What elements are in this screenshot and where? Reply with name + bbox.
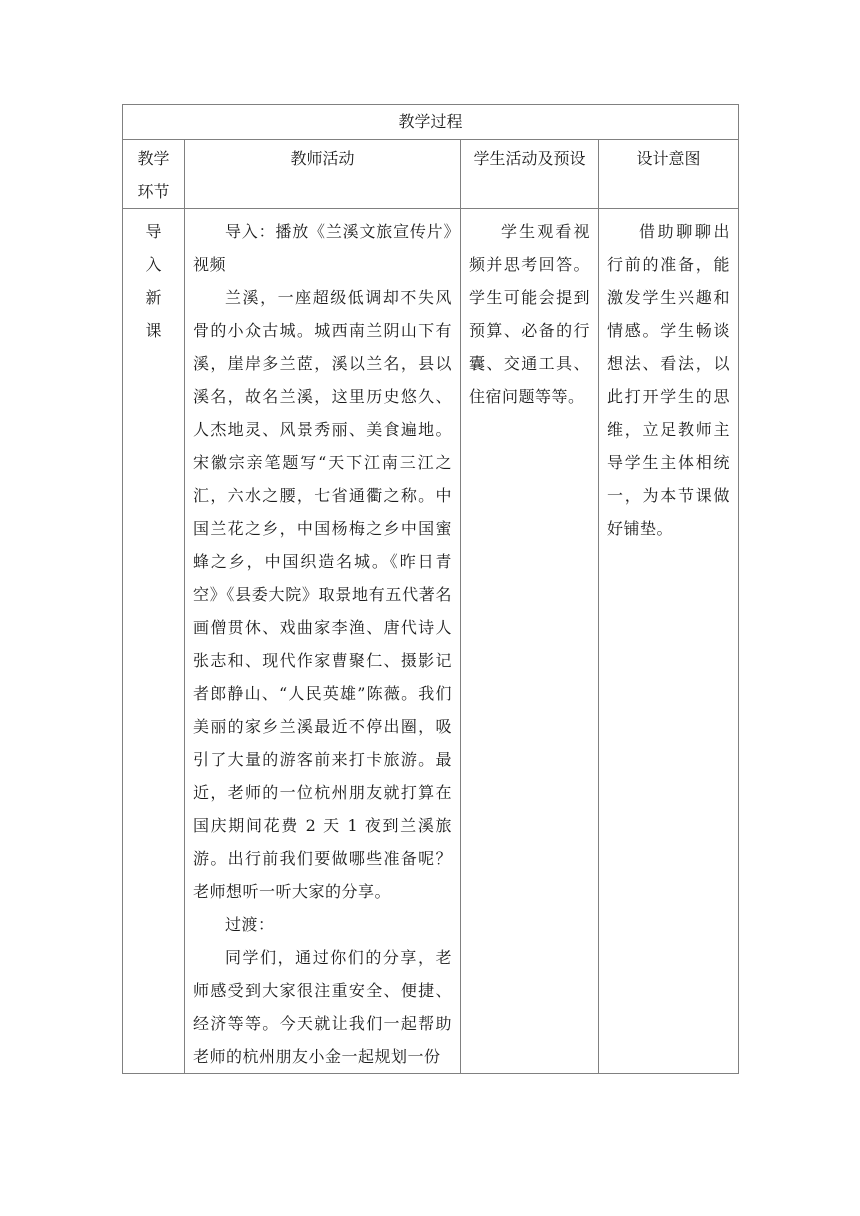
header-design-intent: 设计意图 <box>599 140 739 209</box>
section-cell <box>123 209 185 1074</box>
teacher-transition-label: 过渡： <box>225 915 275 934</box>
lesson-process-table <box>122 104 739 1074</box>
teacher-intro: 导入：播放《兰溪文旅宣传片》视频 <box>193 222 452 274</box>
teacher-transition: 同学们，通过你们的分享，老师感受到大家很注重安全、便捷、经济等等。今天就让我们一起帮助老师的杭州朋友小金一起规划一份 <box>193 948 452 1066</box>
header-section <box>123 140 185 209</box>
design-intent-cell <box>599 209 739 1074</box>
section-label <box>123 209 184 347</box>
header-section-line-2: 环节 <box>137 182 170 201</box>
student-activity-cell <box>461 209 599 1074</box>
teacher-story: 兰溪，一座超级低调却不失风骨的小众古城。城西南兰阴山下有溪，崖岸多兰茝，溪以兰名，县以溪名，故名兰溪，这里历史悠久、人杰地灵、风景秀丽、美食遍地。宋徽宗亲笔题写“天下江南三江之汇，六水之腰，七省通衢之称。中国兰花之乡，中国杨梅之乡中国蜜蜂之乡，中国织造名城。《昨日青空》《县委大院》取景地有五代著名画僧贯休、戏曲家李渔、唐代诗人张志和、现代作家曹聚仁、摄影记者郎静山、“人民英雄”陈薇。我们美丽的家乡兰溪最近不停出圈，吸引了大量的游客前来打卡旅游。最近，老师的一位杭州朋友就打算在国庆期间花费 2 天 1 夜到兰溪旅游。出行前我们要做哪些准备呢？老师想听一听大家的分享。 <box>193 288 452 901</box>
student-activity-text: 学生观看视频并思考回答。学生可能会提到预算、必备的行囊、交通工具、住宿问题等等。 <box>469 222 590 406</box>
table-title: 教学过程 <box>123 105 739 140</box>
section-char: 导 <box>145 222 162 241</box>
header-teacher-activity: 教师活动 <box>185 140 461 209</box>
section-char: 课 <box>145 321 162 340</box>
header-student-activity: 学生活动及预设 <box>461 140 599 209</box>
header-section-line-1: 教学 <box>137 149 170 168</box>
teacher-activity-cell <box>185 209 461 1074</box>
section-char: 入 <box>145 255 162 274</box>
section-char: 新 <box>145 288 162 307</box>
design-intent-text: 借助聊聊出行前的准备，能激发学生兴趣和情感。学生畅谈想法、看法，以此打开学生的思维，立足教师主导学生主体相统一，为本节课做好铺垫。 <box>607 222 731 538</box>
